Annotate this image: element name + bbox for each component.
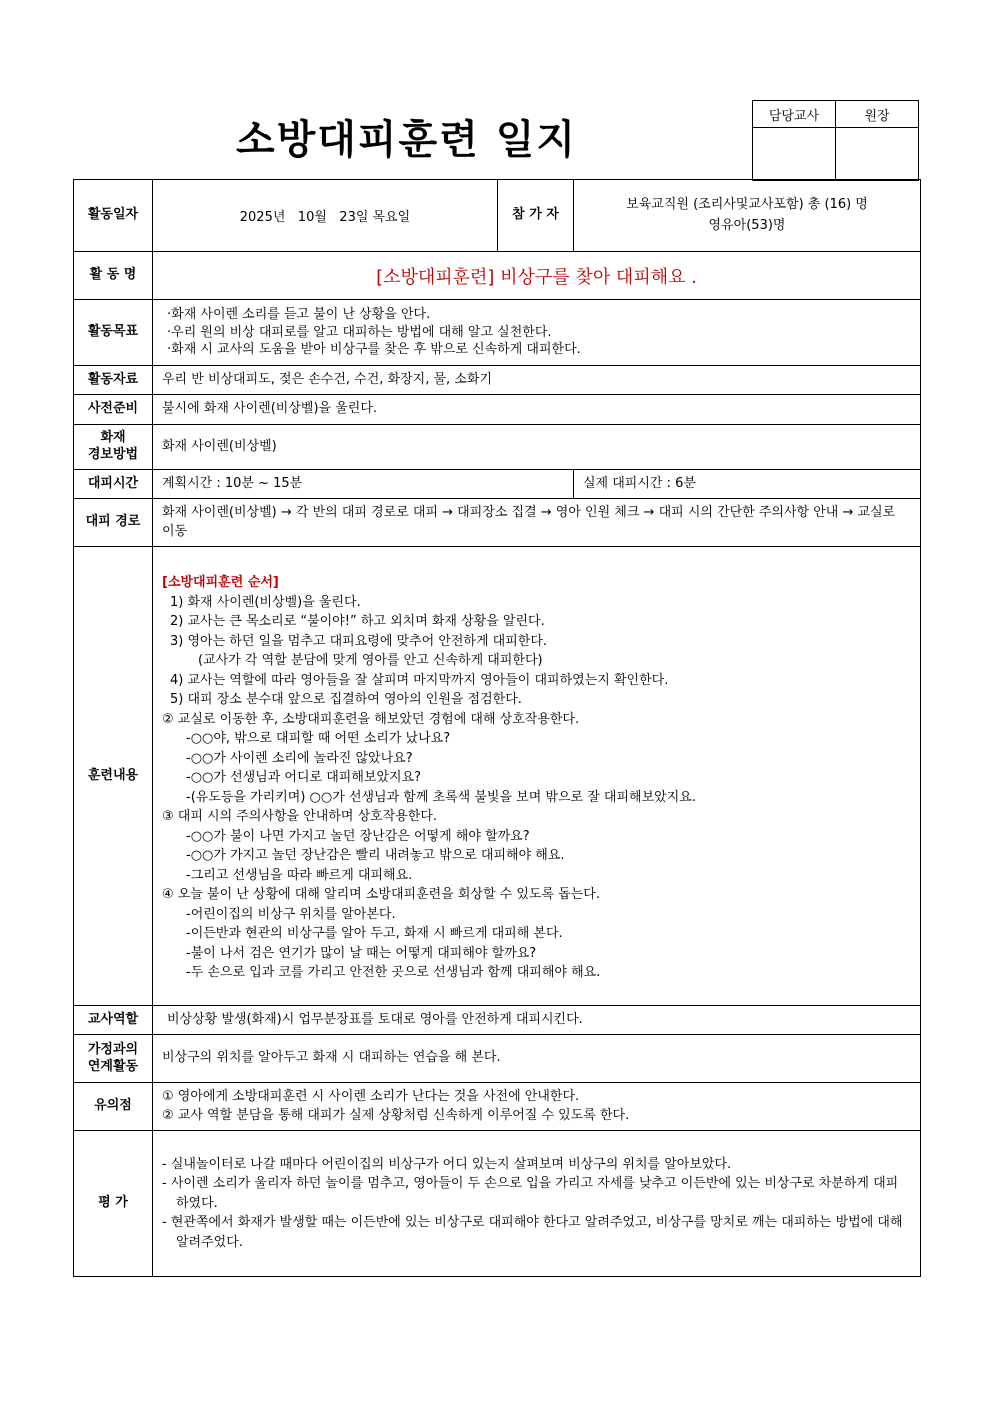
prep-value: 불시에 화재 사이렌(비상벨)을 울린다. <box>153 395 921 425</box>
home-value: 비상구의 위치를 알아두고 화재 시 대피하는 연습을 해 본다. <box>153 1035 921 1083</box>
participants-value <box>574 180 921 252</box>
step-item: 4) 교사는 역할에 따라 영아들을 잘 살피며 마지막까지 영아들이 대피하였는지 확인한다. <box>170 672 669 688</box>
activity-name-value: [소방대피훈련] 비상구를 찾아 대피해요 . <box>153 252 921 300</box>
step-item: 1) 화재 사이렌(비상벨)을 울린다. <box>170 594 361 610</box>
planned-time: 계획시간 : 10분 ~ 15분 <box>153 470 574 499</box>
route-value: 화재 사이렌(비상벨) → 각 반의 대피 경로로 대피 → 대피장소 집결 → 영아 인원 체크 → 대피 시의 간단한 주의사항 안내 → 교실로 이동 <box>153 499 921 547</box>
director-sign-label: 원장 <box>836 101 919 128</box>
time-label: 대피시간 <box>74 470 153 499</box>
dialog-item: -두 손으로 입과 코를 가리고 안전한 곳으로 선생님과 함께 대피해야 해요. <box>186 965 601 981</box>
prep-label: 사전준비 <box>74 395 153 425</box>
section-4-title: ④ 오늘 불이 난 상황에 대해 알리며 소방대피훈련을 회상할 수 있도록 돕는다. <box>162 887 600 903</box>
dialog-item: -이든반과 현관의 비상구를 알아 두고, 화재 시 빠르게 대피해 본다. <box>186 926 563 942</box>
goal-list <box>153 300 921 366</box>
teacher-role-value: 비상상황 발생(화재)시 업무분장표를 토대로 영아를 안전하게 대피시킨다. <box>153 1006 921 1035</box>
dialog-item: -○○야, 밖으로 대피할 때 어떤 소리가 났나요? <box>186 731 451 747</box>
route-label: 대피 경로 <box>74 499 153 547</box>
participants-label: 참 가 자 <box>498 180 574 252</box>
activity-name-label: 활 동 명 <box>74 252 153 300</box>
step-item: (교사가 각 역할 분담에 맞게 영아를 안고 신속하게 대피한다) <box>198 653 543 669</box>
teacher-sign-box <box>753 128 836 181</box>
content-label: 훈련내용 <box>74 547 153 1006</box>
dialog-item: -○○가 가지고 놀던 장난감은 빨리 내려놓고 밖으로 대피해야 해요. <box>186 848 565 864</box>
teacher-role-label: 교사역할 <box>74 1006 153 1035</box>
date-label: 활동일자 <box>74 180 153 252</box>
actual-time: 실제 대피시간 : 6분 <box>574 470 921 499</box>
materials-value: 우리 반 비상대피도, 젖은 손수건, 수건, 화장지, 물, 소화기 <box>153 366 921 395</box>
goal-item: ·우리 원의 비상 대피로를 알고 대피하는 방법에 대해 알고 실천한다. <box>167 324 552 340</box>
goal-item: ·화재 시 교사의 도움을 받아 비상구를 찾은 후 밖으로 신속하게 대피한다. <box>167 342 581 358</box>
section-3-title: ③ 대피 시의 주의사항을 안내하며 상호작용한다. <box>162 809 438 825</box>
dialog-item: -어린이집의 비상구 위치를 알아본다. <box>186 906 396 922</box>
evaluation-item: - 사이렌 소리가 울리자 하던 놀이를 멈추고, 영아들이 두 손으로 입을 가리고 자세를 낮추고 이든반에 있는 비상구로 차분하게 대피하였다. <box>162 1176 899 1211</box>
dialog-item: -○○가 사이렌 소리에 놀라진 않았나요? <box>186 750 413 766</box>
evaluation-label: 평 가 <box>74 1131 153 1277</box>
evaluation-list <box>153 1131 921 1277</box>
approval-box <box>752 100 919 181</box>
step-item: 3) 영아는 하던 일을 멈추고 대피요령에 맞추어 안전하게 대피한다. <box>170 633 548 649</box>
teacher-sign-label: 담당교사 <box>753 101 836 128</box>
goal-label: 활동목표 <box>74 300 153 366</box>
log-table <box>73 179 921 1277</box>
director-sign-box <box>836 128 919 181</box>
goal-item: ·화재 사이렌 소리를 듣고 불이 난 상황을 안다. <box>167 307 431 323</box>
dialog-item: -(유도등을 가리키며) ○○가 선생님과 함께 초록색 불빛을 보며 밖으로 잘 대피해보았지요. <box>186 789 696 805</box>
notes-list <box>153 1083 921 1131</box>
note-item: ① 영아에게 소방대피훈련 시 사이렌 소리가 난다는 것을 사전에 안내한다. <box>162 1089 580 1105</box>
participants-children: 영유아(53)명 <box>708 217 786 233</box>
dialog-item: -그리고 선생님을 따라 빠르게 대피해요. <box>186 867 413 883</box>
note-item: ② 교사 역할 분담을 통해 대피가 실제 상황처럼 신속하게 이루어질 수 있도록 한다. <box>162 1107 630 1123</box>
page-title: 소방대피훈련 일지 <box>236 117 578 163</box>
materials-label: 활동자료 <box>74 366 153 395</box>
evaluation-item: - 실내놀이터로 나갈 때마다 어린이집의 비상구가 어디 있는지 살펴보며 비상구의 위치를 알아보았다. <box>162 1156 732 1172</box>
evaluation-item: - 현관쪽에서 화재가 발생할 때는 이든반에 있는 비상구로 대피해야 한다고 알려주었고, 비상구를 망치로 깨는 대피하는 방법에 대해 알려주었다. <box>162 1215 903 1250</box>
section-2-title: ② 교실로 이동한 후, 소방대피훈련을 해보았던 경험에 대해 상호작용한다. <box>162 711 580 727</box>
notes-label: 유의점 <box>74 1083 153 1131</box>
step-item: 5) 대피 장소 분수대 앞으로 집결하여 영아의 인원을 점검한다. <box>170 692 522 708</box>
content-body <box>153 547 921 1006</box>
dialog-item: -불이 나서 검은 연기가 많이 날 때는 어떻게 대피해야 할까요? <box>186 945 537 961</box>
home-label: 가정과의 연계활동 <box>74 1035 153 1083</box>
date-value: 2025년 10월 23일 목요일 <box>153 180 498 252</box>
step-item: 2) 교사는 큰 목소리로 “불이야!” 하고 외치며 화재 상황을 알린다. <box>170 614 545 630</box>
dialog-item: -○○가 불이 나면 가지고 놀던 장난감은 어떻게 해야 할까요? <box>186 828 530 844</box>
alarm-label: 화재 경보방법 <box>74 425 153 470</box>
alarm-value: 화재 사이렌(비상벨) <box>153 425 921 470</box>
content-heading: [소방대피훈련 순서] <box>162 575 279 591</box>
dialog-item: -○○가 선생님과 어디로 대피해보았지요? <box>186 770 422 786</box>
participants-staff: 보육교직원 (조리사및교사포함) 총 (16) 명 <box>626 196 868 212</box>
